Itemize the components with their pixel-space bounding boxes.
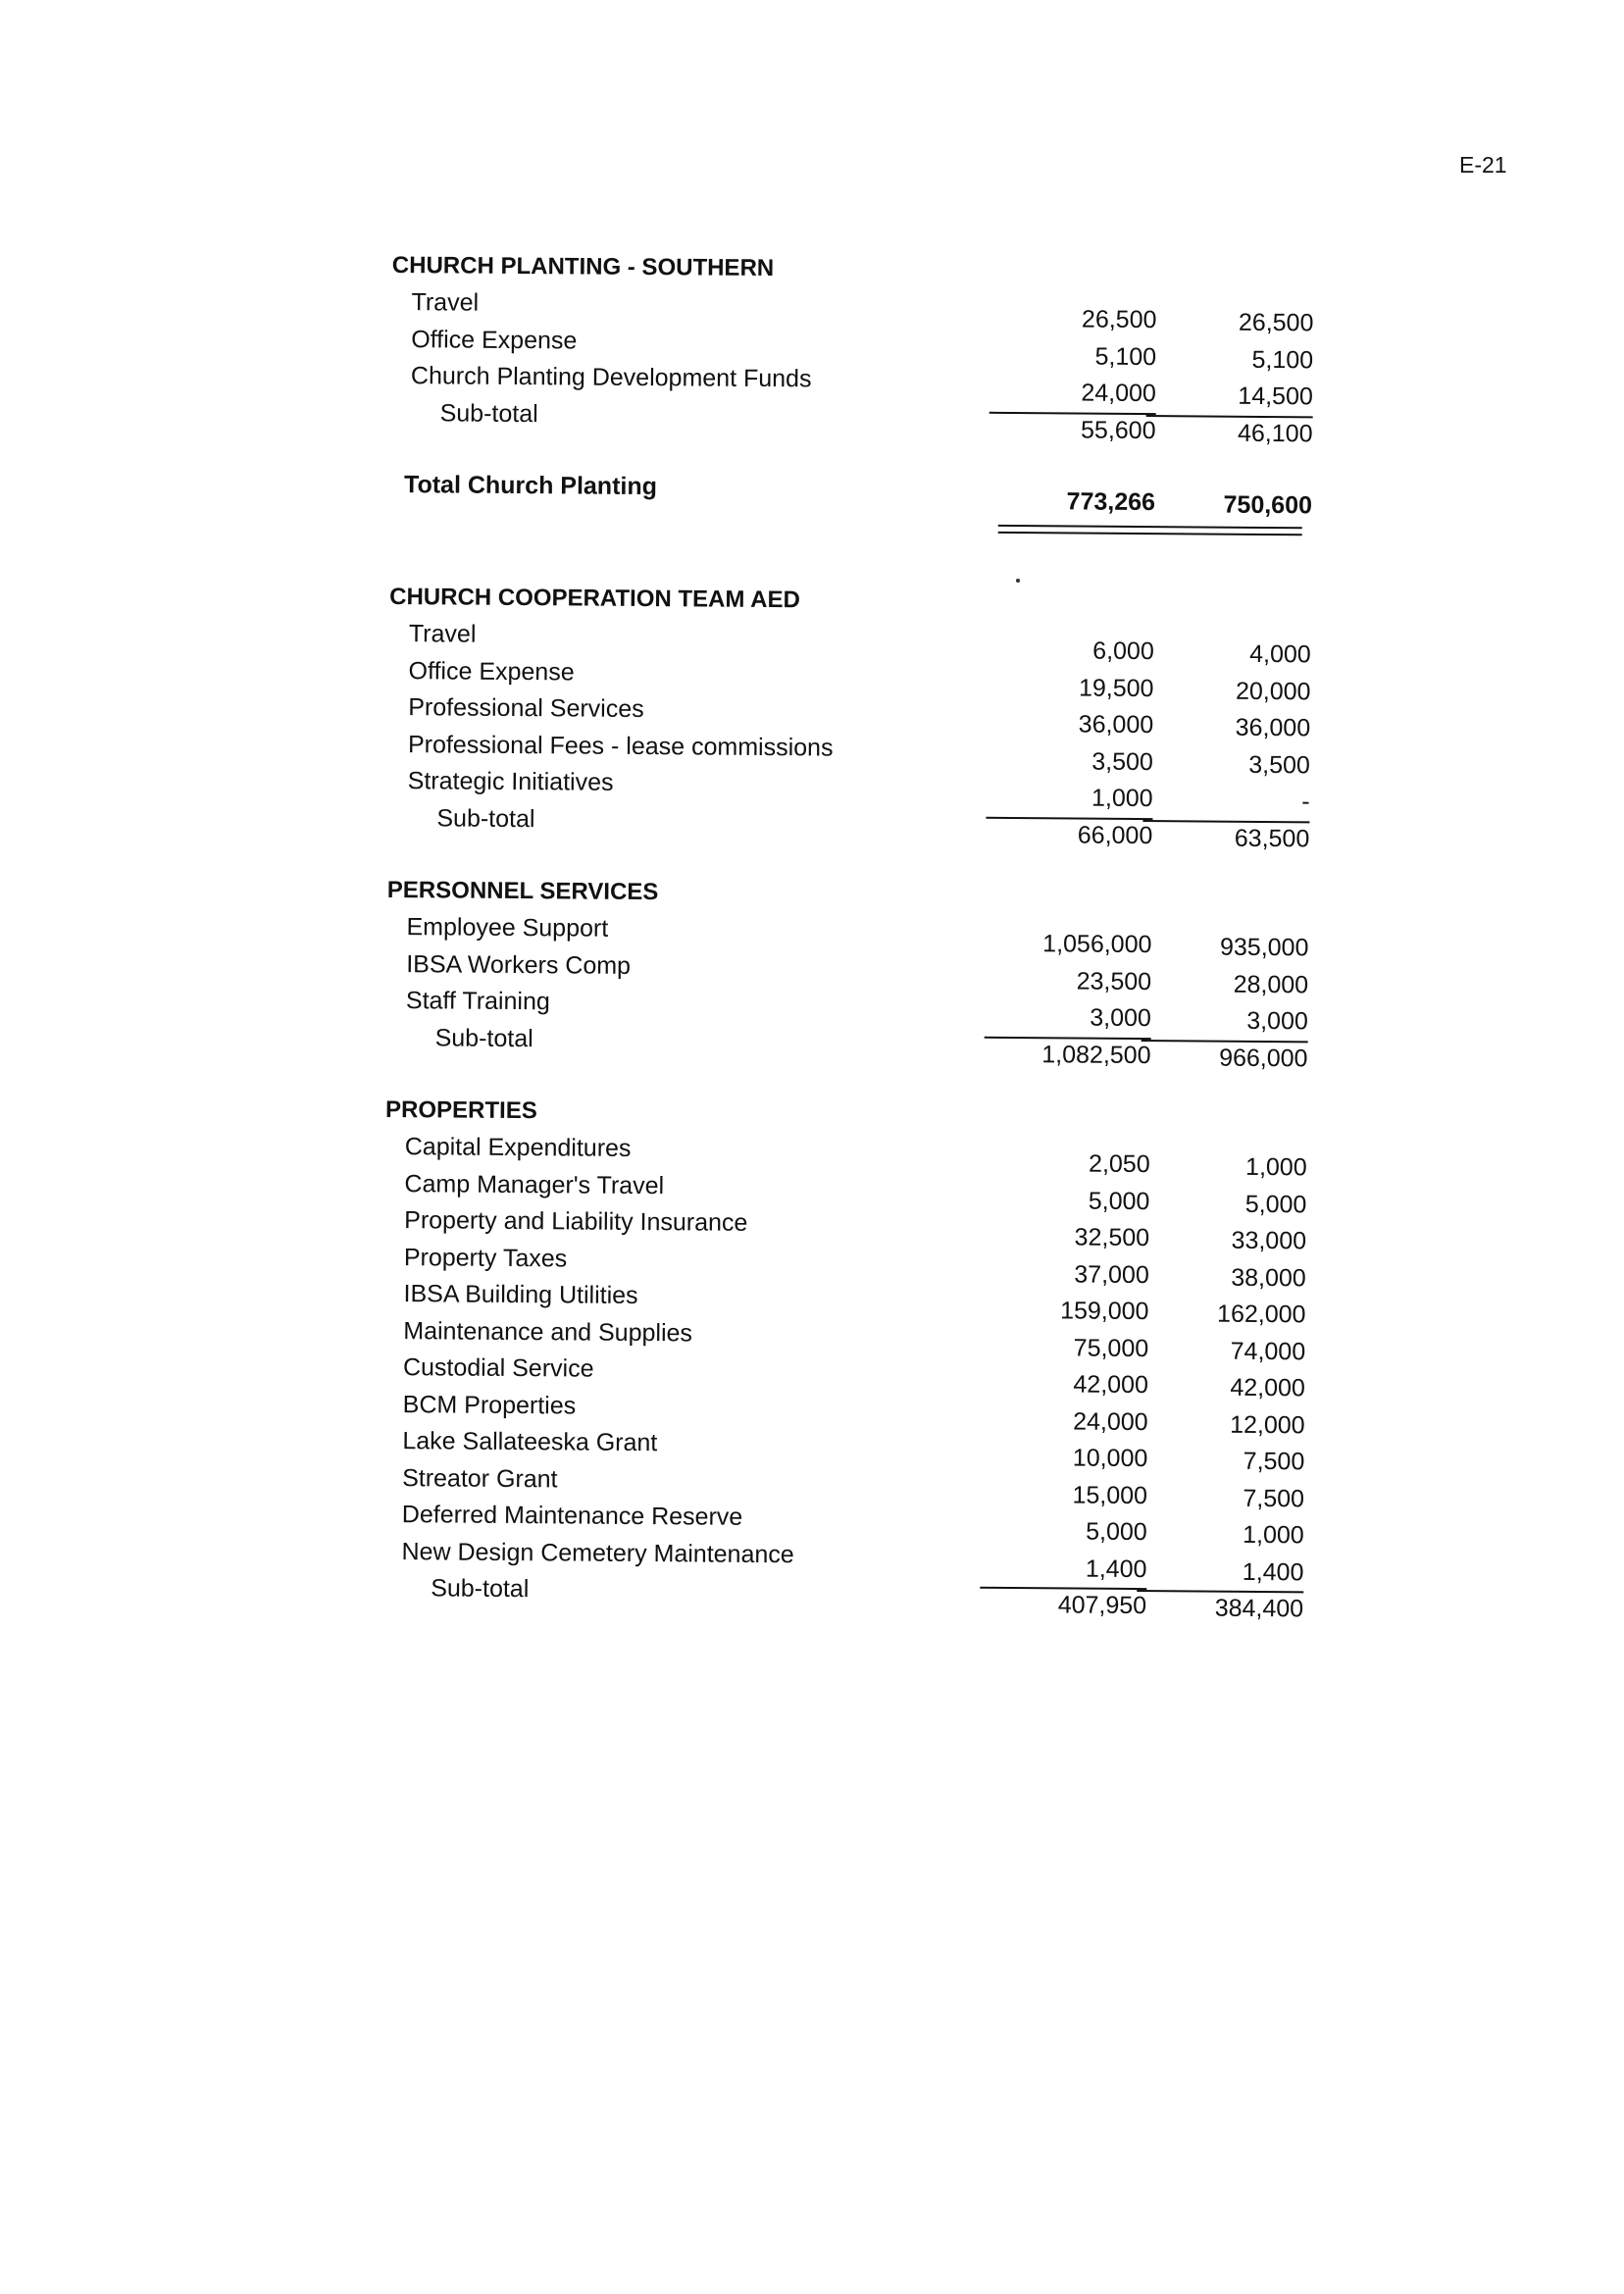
line-item-label: Lake Sallateeska Grant bbox=[402, 1427, 658, 1457]
line-item-label: Professional Services bbox=[408, 693, 644, 724]
line-item-label: Capital Expenditures bbox=[404, 1133, 632, 1162]
amount-col2: 162,000 bbox=[1216, 1300, 1306, 1329]
subtotal-label: Sub-total bbox=[439, 398, 538, 428]
subtotal-col1: 407,950 bbox=[1057, 1591, 1147, 1620]
line-item-label: Travel bbox=[411, 288, 480, 317]
amount-col2: 5,100 bbox=[1251, 345, 1314, 374]
line-item-label: Office Expense bbox=[411, 325, 578, 354]
total-col1: 773,266 bbox=[1066, 487, 1156, 517]
amount-col2: 33,000 bbox=[1231, 1226, 1307, 1255]
subtotal-label: Sub-total bbox=[436, 803, 535, 833]
subtotal-col1: 55,600 bbox=[1080, 416, 1156, 444]
amount-col1: 2,050 bbox=[1089, 1149, 1150, 1179]
amount-col2: 74,000 bbox=[1230, 1337, 1306, 1365]
budget-section bbox=[387, 579, 1331, 852]
subtotal-label: Sub-total bbox=[431, 1574, 530, 1604]
total-row bbox=[390, 467, 1332, 539]
amount-col2: 26,500 bbox=[1238, 308, 1314, 337]
page-number: E-21 bbox=[1459, 152, 1507, 178]
subtotal-row bbox=[391, 394, 1333, 447]
amount-col2: 7,500 bbox=[1243, 1447, 1305, 1476]
subtotal-col2: 46,100 bbox=[1237, 419, 1313, 447]
line-item-label: Deferred Maintenance Reserve bbox=[401, 1501, 743, 1531]
amount-col1: 5,000 bbox=[1086, 1517, 1147, 1547]
amount-col2: 42,000 bbox=[1230, 1373, 1306, 1402]
budget-table bbox=[381, 247, 1334, 1650]
double-underline bbox=[998, 525, 1302, 535]
amount-col2: 3,000 bbox=[1142, 1002, 1308, 1043]
amount-col2: 1,000 bbox=[1244, 1152, 1307, 1182]
amount-col1: 1,000 bbox=[986, 780, 1152, 820]
section-header: CHURCH COOPERATION TEAM AED bbox=[389, 583, 800, 614]
amount-col2: 38,000 bbox=[1231, 1263, 1306, 1292]
amount-col2: 36,000 bbox=[1235, 713, 1311, 742]
amount-col1: 10,000 bbox=[1072, 1444, 1148, 1473]
subtotal-col1: 1,082,500 bbox=[1041, 1040, 1151, 1069]
amount-col2: 1,000 bbox=[1243, 1520, 1304, 1550]
amount-col2: 4,000 bbox=[1249, 639, 1311, 669]
amount-col1: 1,400 bbox=[980, 1550, 1146, 1590]
scan-speck bbox=[1016, 579, 1020, 583]
amount-col2: 14,500 bbox=[1146, 378, 1313, 418]
section-header: PERSONNEL SERVICES bbox=[386, 876, 659, 906]
subtotal-col2: 384,400 bbox=[1214, 1594, 1304, 1623]
total-label: Total Church Planting bbox=[403, 471, 658, 501]
subtotal-label: Sub-total bbox=[434, 1023, 533, 1052]
line-item-label: Property Taxes bbox=[403, 1243, 568, 1272]
line-item-label: IBSA Workers Comp bbox=[406, 949, 632, 980]
line-item-label: Church Planting Development Funds bbox=[410, 362, 812, 393]
line-item-label: BCM Properties bbox=[402, 1390, 577, 1420]
amount-col1: 24,000 bbox=[990, 375, 1156, 415]
total-col2: 750,600 bbox=[1223, 490, 1313, 520]
line-item-label: Custodial Service bbox=[402, 1353, 594, 1383]
amount-col2: 12,000 bbox=[1230, 1410, 1305, 1439]
subtotal-row bbox=[387, 799, 1329, 852]
amount-col1: 26,500 bbox=[1081, 305, 1157, 334]
line-item-label: Strategic Initiatives bbox=[407, 767, 614, 796]
line-item-label: Staff Training bbox=[405, 987, 550, 1016]
budget-section bbox=[390, 467, 1332, 539]
amount-col1: 23,500 bbox=[1076, 967, 1152, 995]
line-item-label: Maintenance and Supplies bbox=[403, 1316, 693, 1347]
section-header: PROPERTIES bbox=[384, 1096, 537, 1125]
line-item-label: Travel bbox=[408, 620, 477, 648]
amount-col2: 7,500 bbox=[1243, 1484, 1305, 1512]
amount-col1: 24,000 bbox=[1073, 1406, 1148, 1436]
amount-col2: - bbox=[1142, 783, 1309, 823]
line-item-label: New Design Cemetery Maintenance bbox=[401, 1537, 794, 1568]
budget-section bbox=[386, 872, 1329, 1072]
subtotal-col2: 966,000 bbox=[1219, 1044, 1308, 1072]
amount-col1: 15,000 bbox=[1072, 1480, 1148, 1509]
subtotal-row bbox=[386, 1019, 1328, 1072]
subtotal-col2: 63,500 bbox=[1234, 824, 1310, 852]
amount-col2: 5,000 bbox=[1244, 1190, 1307, 1218]
line-item-label: IBSA Building Utilities bbox=[403, 1280, 638, 1310]
line-item-label: Employee Support bbox=[406, 913, 609, 943]
budget-section bbox=[381, 1092, 1327, 1623]
amount-col1: 6,000 bbox=[1092, 637, 1154, 666]
section-header: CHURCH PLANTING - SOUTHERN bbox=[391, 251, 775, 282]
amount-col1: 32,500 bbox=[1074, 1223, 1150, 1252]
amount-col1: 159,000 bbox=[1060, 1297, 1149, 1326]
amount-col2: 935,000 bbox=[1219, 933, 1309, 962]
line-item-label: Property and Liability Insurance bbox=[404, 1206, 748, 1237]
amount-col1: 5,100 bbox=[1094, 342, 1157, 371]
amount-col1: 36,000 bbox=[1078, 710, 1154, 739]
amount-col2: 3,500 bbox=[1248, 750, 1310, 779]
amount-col2: 28,000 bbox=[1233, 970, 1309, 998]
line-item-label: Camp Manager's Travel bbox=[404, 1169, 665, 1199]
subtotal-col1: 66,000 bbox=[1077, 821, 1153, 849]
amount-col1: 5,000 bbox=[1088, 1187, 1150, 1215]
amount-col1: 3,000 bbox=[985, 999, 1151, 1040]
budget-section bbox=[391, 247, 1334, 447]
amount-col2: 20,000 bbox=[1235, 677, 1311, 705]
line-item-label: Professional Fees - lease commissions bbox=[407, 730, 834, 762]
amount-col1: 37,000 bbox=[1074, 1259, 1149, 1289]
line-item-label: Office Expense bbox=[408, 656, 575, 686]
amount-col1: 19,500 bbox=[1078, 674, 1154, 702]
amount-col1: 42,000 bbox=[1073, 1370, 1149, 1400]
amount-col1: 1,056,000 bbox=[1042, 930, 1152, 959]
amount-col1: 3,500 bbox=[1091, 747, 1154, 776]
line-item-label: Streator Grant bbox=[402, 1463, 558, 1493]
subtotal-row bbox=[381, 1570, 1323, 1623]
amount-col1: 75,000 bbox=[1073, 1333, 1149, 1362]
amount-col2: 1,400 bbox=[1137, 1554, 1303, 1594]
